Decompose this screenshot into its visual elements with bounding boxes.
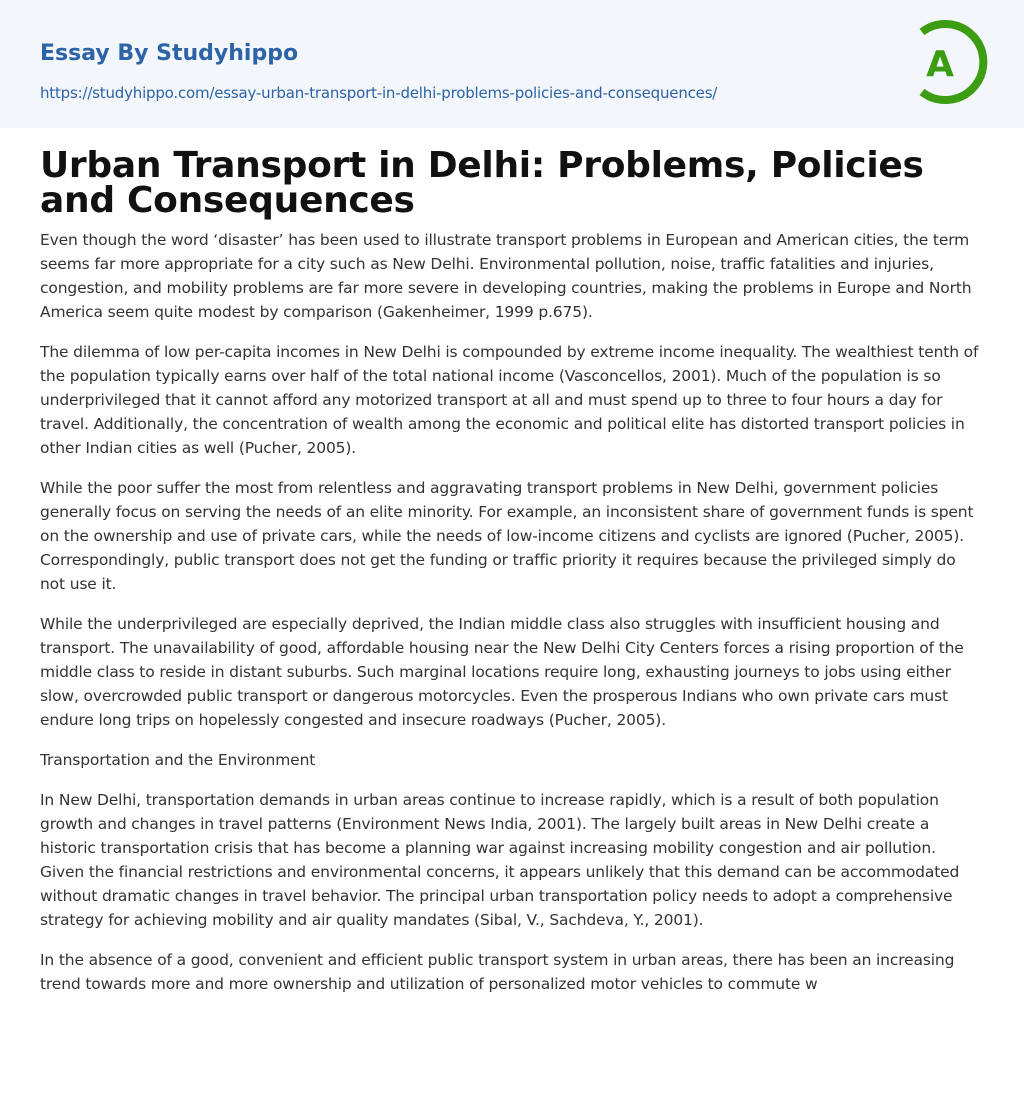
studyhippo-logo-icon [904,18,992,106]
section-heading: Transportation and the Environment [40,751,316,769]
article [0,145,1024,996]
paragraph: In New Delhi, transportation demands in urban areas continue to increase rapidly, which is a result of both population growth and changes in travel patterns (Environment News India, 2001). The largely built areas in New Delhi create a historic transportation crisis that has become a planning war against increasing mobility congestion and air pollution. Given the financial restrictions and environmental concerns, it appears unlikely that this demand can be accommodated without dramatic changes in travel behavior. The principal urban transportation policy needs to adopt a comprehensive strategy for achieving mobility and air quality mandates (Sibal, V., Sachdeva, Y., 2001). [40,791,960,929]
article-title: Urban Transport in Delhi: Problems, Policies and Consequences [40,145,924,221]
paragraph: Even though the word ‘disaster’ has been used to illustrate transport problems in European and American cities, the term seems far more appropriate for a city such as New Delhi. Environmental pollution, noise, traffic fatalities and injuries, congestion, and mobility problems are far more severe in developing countries, making the problems in Europe and North America seem quite modest by comparison (Gakenheimer, 1999 p.675). [40,231,972,321]
paragraph: The dilemma of low per-capita incomes in New Delhi is compounded by extreme income inequality. The wealthiest tenth of the population typically earns over half of the total national income (Vasconcellos, 2001). Much of the population is so underprivileged that it cannot afford any motorized transport at all and must spend up to three to four hours a day for travel. Additionally, the concentration of wealth among the economic and political elite has distorted transport policies in other Indian cities as well (Pucher, 2005). [40,343,979,457]
paragraph: While the poor suffer the most from relentless and aggravating transport problems in New Delhi, government policies generally focus on serving the needs of an elite minority. For example, an inconsistent share of government funds is spent on the ownership and use of private cars, while the needs of low-income citizens and cyclists are ignored (Pucher, 2005). Correspondingly, public transport does not get the funding or traffic priority it requires because the privileged simply do not use it. [40,479,974,593]
brand-title: Essay By Studyhippo [40,41,299,66]
paragraph: While the underprivileged are especially deprived, the Indian middle class also struggles with insufficient housing and transport. The unavailability of good, affordable housing near the New Delhi City Centers forces a rising proportion of the middle class to reside in distant suburbs. Such marginal locations require long, exhausting journeys to jobs using either slow, overcrowded public transport or dangerous motorcycles. Even the prosperous Indians who own private cars must endure long trips on hopelessly congested and insecure roadways (Pucher, 2005). [40,615,964,729]
paragraph: In the absence of a good, convenient and efficient public transport system in urban areas, there has been an increasing trend towards more and more ownership and utilization of personalized motor vehicles to commute w [40,951,955,993]
svg-text:A: A [926,44,954,85]
site-header [0,0,1024,128]
essay-url-link[interactable]: https://studyhippo.com/essay-urban-transport-in-delhi-problems-policies-and-consequences/ [40,84,718,102]
